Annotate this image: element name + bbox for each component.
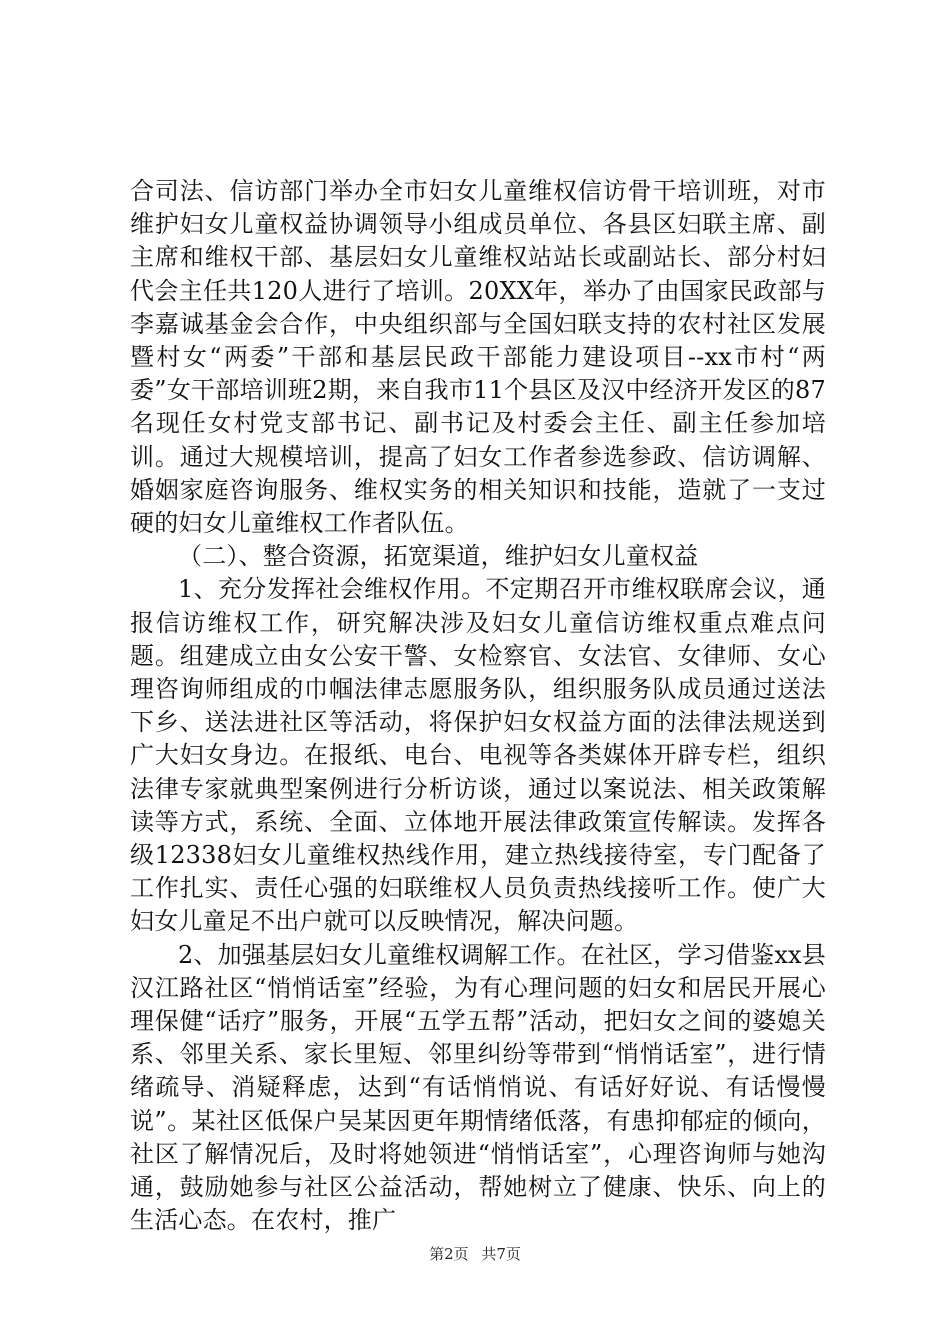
page-footer (0, 1244, 950, 1264)
page-total: 共7页 (481, 1245, 521, 1263)
paragraph-social-rights: 1、充分发挥社会维权作用。不定期召开市维权联席会议，通报信访维权工作，研究解决涉及妇女儿童信访维权重点难点问题。组建成立由女公安干警、女检察官、女法官、女律师、女心理咨询师组成的巾帼法律志愿服务队，组织服务队成员通过送法下乡、送法进社区等活动，将保护妇女权益方面的法律法规送到广大妇女身边。在报纸、电台、电视等各类媒体开辟专栏，组织法律专家就典型案例进行分析访谈，通过以案说法、相关政策解读等方式，系统、全面、立体地开展法律政策宣传解读。发挥各级12338妇女儿童维权热线作用，建立热线接待室，专门配备了工作扎实、责任心强的妇联维权人员负责热线接听工作。使广大妇女儿童足不出户就可以反映情况，解决问题。 (130, 575, 826, 936)
page-number: 第2页 (429, 1245, 469, 1263)
paragraph-training-continuation: 合司法、信访部门举办全市妇女儿童维权信访骨干培训班，对市维护妇女儿童权益协调领导小组成员单位、各县区妇联主席、副主席和维权干部、基层妇女儿童维权站站长或副站长、部分村妇代会主任共120人进行了培训。20XX年，举办了由国家民政部与李嘉诚基金会合作，中央组织部与全国妇联支持的农村社区发展暨村女“两委”干部和基层民政干部能力建设项目--xx市村“两委”女干部培训班2期，来自我市11个县区及汉中经济开发区的87名现任女村党支部书记、副书记及村委会主任、副主任参加培训。通过大规模培训，提高了妇女工作者参选参政、信访调解、婚姻家庭咨询服务、维权实务的相关知识和技能，造就了一支过硬的妇女儿童维权工作者队伍。 (130, 177, 826, 538)
section-heading-integrate-resources: （二）、整合资源，拓宽渠道，维护妇女儿童权益 (178, 542, 699, 571)
paragraph-grassroots-mediation: 2、加强基层妇女儿童维权调解工作。在社区，学习借鉴xx县汉江路社区“悄悄话室”经验，为有心理问题的妇女和居民开展心理保健“话疗”服务，开展“五学五帮”活动，把妇女之间的婆媳关系、邻里关系、家长里短、邻里纠纷等带到“悄悄话室”，进行情绪疏导、消疑释虑，达到“有话悄悄说、有话好好说、有话慢慢说”。某社区低保户吴某因更年期情绪低落，有患抑郁症的倾向，社区了解情况后，及时将她领进“悄悄话室”，心理咨询师与她沟通，鼓励她参与社区公益活动，帮她树立了健康、快乐、向上的生活心态。在农村，推广 (130, 940, 826, 1235)
body-text (130, 175, 826, 1238)
